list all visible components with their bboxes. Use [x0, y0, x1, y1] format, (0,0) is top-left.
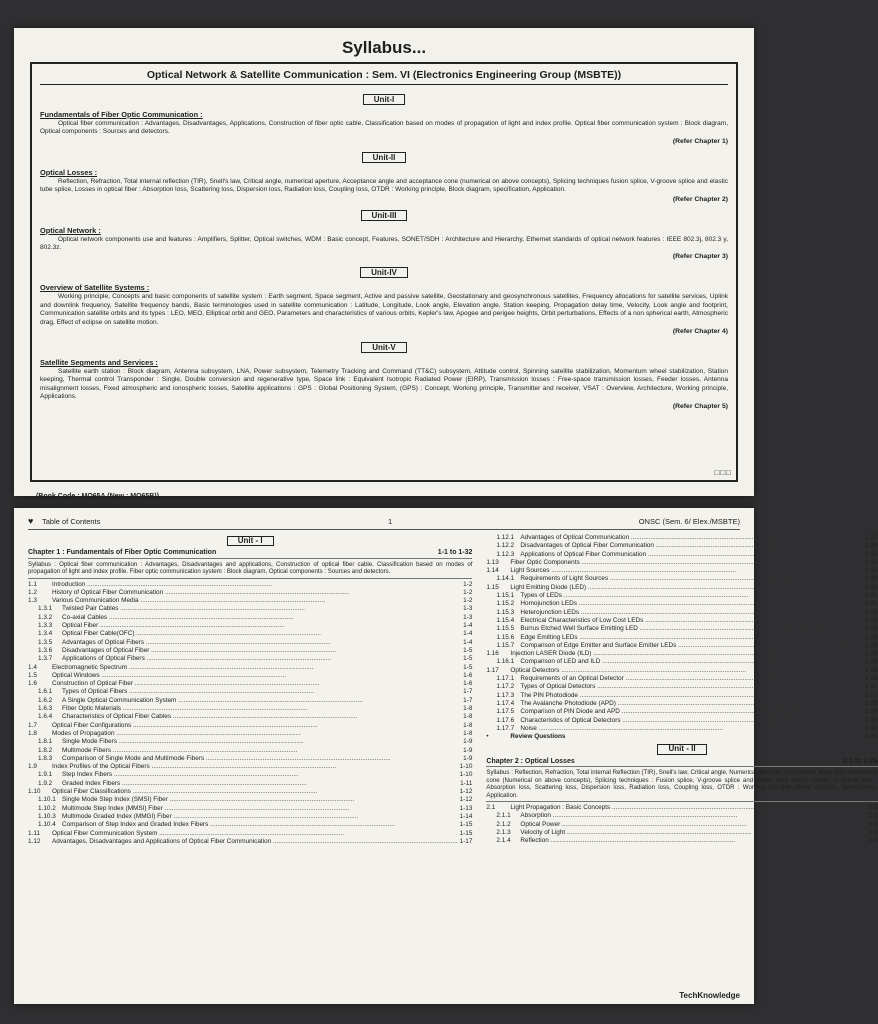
entry-number: 1.9.1	[38, 771, 53, 779]
entry-page: 1-3	[463, 605, 473, 613]
chapter-reference: (Refer Chapter 3)	[672, 253, 728, 261]
toc-entry[interactable]	[486, 717, 877, 725]
entry-page: 1-18	[864, 542, 878, 550]
toc-entry[interactable]	[486, 829, 877, 837]
entry-page: 2-2	[868, 812, 878, 820]
toc-entry[interactable]	[28, 780, 472, 788]
unit-label: Unit-II	[40, 147, 728, 165]
entry-title: Comparison of PIN Diode and APD .....	[520, 708, 862, 716]
entry-page: 1-21	[864, 592, 878, 600]
entry-number: 1.10.2	[38, 804, 56, 812]
entry-number: 1.9	[28, 763, 37, 771]
entry-page: 1-8	[463, 729, 473, 737]
entry-title: Light Sources .....	[510, 567, 862, 575]
toc-entry[interactable]	[28, 705, 472, 713]
entry-page: 1-8	[463, 705, 473, 713]
topic-heading: Optical Losses :	[40, 167, 98, 177]
entry-title: Optical Detectors .....	[510, 667, 862, 675]
topic-body: Reflection, Refraction, Total internal reflection (TIR), Snell's law, Critical angle, numerical aperture, Acceptance angle and acceptance cone (numerical on above concepts), Splicing techniques fusion splice, V-groove splice and elastic tube splice, Losses in optical fiber : Absorption loss, Scattering loss, Dispersion loss, Radiation loss, Coupling loss, OTDR : Working principle, Block diagram, specification, Application.	[40, 177, 728, 194]
entry-number: 1.4	[28, 663, 37, 671]
entry-number: 1.17.3	[496, 691, 515, 699]
entry-title: Advantages of Optical Communication .....	[520, 534, 862, 542]
toc-list	[486, 804, 877, 845]
chapter-syllabus: Syllabus : Optical fiber communication : Advantages, Disadvantages and applications, Construction of optical fiber cable, Classification based on modes of propagation of light and index profile. Fiber optic communication system : Block diagram, Optical components : Sources and detectors.	[28, 560, 472, 579]
toc-entry[interactable]	[28, 672, 472, 680]
entry-number: 1.3.7	[38, 655, 53, 663]
entry-number: 1.10.3	[38, 812, 56, 820]
toc-entry[interactable]	[28, 738, 472, 746]
entry-number: 1.8	[28, 729, 37, 737]
entry-number: 1.16	[486, 650, 499, 658]
entry-title: Comparison of Step Index and Graded Index Fibers .....	[62, 821, 458, 829]
course-title: Optical Network & Satellite Communication : Sem. VI (Electronics Engineering Group (MSBTE))	[40, 69, 728, 85]
entry-page: 1-25	[864, 650, 878, 658]
toc-entry[interactable]	[486, 650, 877, 658]
topic-body: Optical network components use and features : Amplifiers, Splitter, Optical switches, WDM : Basic concept, Features, SONET/SDH : Architecture and Hierarchy, Ethernet standards of optical network features : IEEE 802.3j, 802.3 y, 802.3z.	[40, 235, 728, 252]
entry-title: Optical Fiber .....	[62, 622, 461, 630]
entry-page: 1-17	[864, 534, 878, 541]
entry-number: 1.14.1	[496, 575, 515, 583]
entry-number: 1.15.1	[496, 592, 515, 600]
entry-page: 1-7	[463, 688, 473, 696]
entry-page: 2-3	[868, 837, 878, 845]
toc-column-2	[486, 534, 877, 846]
entry-title: Homojunction LEDs .....	[520, 600, 862, 608]
entry-number: 1.7	[28, 721, 37, 729]
chapter-reference: (Refer Chapter 1)	[672, 137, 728, 145]
toc-entry[interactable]	[28, 730, 472, 738]
entry-number: 1.17.6	[496, 716, 515, 724]
entry-page: 1-17	[459, 837, 473, 845]
entry-number: 1.14	[486, 567, 499, 575]
syllabus-title: Syllabus...	[341, 38, 427, 57]
entry-title: Reflection .....	[520, 837, 866, 845]
unit-label: Unit-III	[40, 205, 728, 223]
entry-title: Heterojunction LEDs .....	[520, 609, 862, 617]
entry-page: 2-3	[868, 828, 878, 836]
toc-entry[interactable]	[486, 708, 877, 716]
chapter-reference: (Refer Chapter 2)	[672, 195, 728, 203]
entry-title: Optical Fiber Communication System .....	[52, 830, 458, 838]
entry-page: 1-19	[864, 558, 878, 566]
entry-title: Construction of Optical Fiber .....	[52, 680, 461, 688]
entry-title: Edge Emitting LEDs .....	[520, 634, 862, 642]
entry-title: Advantages of Optical Fibers .....	[62, 639, 461, 647]
toc-entry[interactable]	[28, 622, 472, 630]
entry-page: 2-2	[868, 820, 878, 828]
chapter-reference: (Refer Chapter 4)	[672, 328, 728, 336]
entry-page: 1-14	[459, 812, 473, 820]
entry-title: A Single Optical Communication System .....	[62, 697, 461, 705]
entry-title: The Avalanche Photodiode (APD) .....	[520, 700, 862, 708]
unit-label: Unit-V	[40, 337, 728, 355]
chapter-heading	[486, 758, 877, 767]
entry-number: 1.6	[28, 680, 37, 688]
entry-title: Advantages, Disadvantages and Applications of Optical Fiber Communication .....	[52, 838, 458, 846]
end-mark: □□□	[714, 468, 732, 477]
toc-entry[interactable]	[486, 609, 877, 617]
toc-entry[interactable]	[486, 551, 877, 559]
entry-title: Twisted Pair Cables .....	[62, 605, 461, 613]
entry-title: Light Propagation : Basic Concepts .....	[510, 804, 866, 812]
entry-title: Multimode Fibers .....	[62, 747, 461, 755]
entry-number: 1.12.1	[496, 534, 515, 541]
chapter-title: Chapter 1 : Fundamentals of Fiber Optic Communication	[28, 549, 217, 557]
toc-entry[interactable]	[28, 688, 472, 696]
entry-number: 1.16.1	[496, 658, 515, 666]
toc-entry[interactable]	[486, 559, 877, 567]
toc-entry[interactable]	[28, 664, 472, 672]
entry-page: 1-26	[864, 666, 878, 674]
entry-number: 1.3.3	[38, 622, 53, 630]
chapter-pages: 1-1 to 1-32	[437, 549, 473, 557]
entry-page: 1-6	[463, 680, 473, 688]
toc-entry[interactable]	[486, 625, 877, 633]
entry-page: 1-24	[864, 633, 878, 641]
toc-entry[interactable]	[28, 605, 472, 613]
entry-page: 1-2	[463, 580, 473, 588]
entry-title: Noise .....	[520, 725, 862, 733]
entry-number: 1.17.7	[496, 724, 515, 732]
entry-title: Light Emitting Diode (LED) .....	[510, 584, 862, 592]
entry-number: 1.17.4	[496, 699, 515, 707]
toc-entry[interactable]	[486, 700, 877, 708]
unit-label: Unit - II	[486, 744, 877, 754]
entry-number: 1.10.1	[38, 796, 56, 804]
toc-entry[interactable]	[28, 821, 472, 829]
entry-page: 1-9	[463, 746, 473, 754]
entry-title: Types of Optical Fibers .....	[62, 688, 461, 696]
entry-title: Comparison of LED and ILD .....	[520, 658, 862, 666]
topic-heading: Satellite Segments and Services :	[40, 358, 158, 368]
entry-page: 1-2	[463, 588, 473, 596]
entry-number: 2.1.4	[496, 837, 511, 845]
chapter-pages: 2-1 to 2-26	[842, 757, 878, 765]
entry-page: 1-12	[459, 788, 473, 796]
syllabus-units	[40, 89, 728, 410]
topic-heading: Overview of Satellite Systems :	[40, 283, 150, 293]
chapter-syllabus: Syllabus : Reflection, Refraction, Total internal Reflection (TIR), Snell's law, Critical angle, Numerical aperture, Acceptance angle and acceptance cone (Numerical on above concepts), Splicing techniques : Fusion splice, V-groove splice and elastic tube splice, Losses in optical fiber : Absorption loss, Scattering loss, Dispersion loss, Radiation loss, Coupling loss, OTDR : Working principle, Block diagram, Specification, Application.	[486, 768, 877, 802]
entry-number: 1.3	[28, 597, 37, 605]
entry-page: 1-23	[864, 616, 878, 624]
running-head: ONSC (Sem. 6/ Elex./MSBTE)	[638, 517, 740, 526]
toc-entry[interactable]	[486, 683, 877, 691]
topic-body: Optical fiber communication : Advantages, Disadvantages, Applications, Construction of fiber optic cable, Classification based on modes of propagation of light and index profile. Optical fiber communication system : Block diagram, Optical components : Sources and detectors.	[40, 120, 728, 136]
toc-entry[interactable]	[28, 680, 472, 688]
entry-title: Fiber Optic Components .....	[510, 559, 862, 567]
entry-page: 1-10	[459, 771, 473, 779]
toc-entry[interactable]	[486, 575, 877, 583]
entry-title: Introduction .....	[52, 581, 461, 589]
entry-number: 1.8.1	[38, 738, 53, 746]
entry-page: 1-11	[460, 779, 473, 787]
book-code: (Book Code : MO65A (New : MO65B))	[36, 493, 160, 500]
toc-entry[interactable]	[28, 747, 472, 755]
toc-entry[interactable]	[486, 725, 877, 733]
entry-number: 1.6.4	[38, 713, 53, 721]
toc-entry[interactable]	[28, 697, 472, 705]
entry-title: Comparison of Single Mode and Multimode Fibers .....	[62, 755, 461, 763]
entry-page: 1-5	[463, 646, 473, 654]
entry-title: Graded Index Fibers .....	[62, 780, 458, 788]
entry-number: 1.17.5	[496, 708, 515, 716]
entry-number: 1.3.4	[38, 630, 53, 638]
toc-entry[interactable]	[28, 755, 472, 763]
entry-title: Burrus Etched Well Surface Emitting LED .....	[520, 625, 862, 633]
entry-title: Applications of Optical Fiber Communication .....	[520, 551, 862, 559]
chapter-title: Chapter 2 : Optical Losses	[486, 757, 575, 765]
toc-entry[interactable]	[28, 713, 472, 721]
toc-columns	[28, 534, 878, 846]
entry-title: Comparison of Edge Emitter and Surface Emitter LEDs .....	[520, 642, 862, 650]
toc-entry[interactable]	[486, 658, 877, 666]
toc-entry[interactable]	[486, 592, 877, 600]
toc-entry[interactable]	[28, 639, 472, 647]
toc-entry[interactable]	[486, 667, 877, 675]
entry-number: 1.11	[28, 829, 40, 837]
toc-entry[interactable]	[486, 617, 877, 625]
entry-number: 1.17.2	[496, 683, 515, 691]
toc-entry[interactable]	[486, 584, 877, 592]
entry-number: 1.13	[486, 558, 499, 566]
entry-page: 1-27	[864, 691, 878, 699]
toc-entry[interactable]	[28, 597, 472, 605]
publisher-mark-icon: ♥	[28, 516, 34, 526]
toc-entry[interactable]	[28, 630, 472, 638]
entry-page: 1-4	[463, 630, 473, 638]
syllabus-page	[14, 28, 754, 500]
entry-number: 1.3.5	[38, 638, 53, 646]
entry-title: Characteristics of Optical Detectors .....	[520, 717, 862, 725]
entry-number: 1.15.4	[496, 616, 515, 624]
entry-page: 1-20	[864, 583, 878, 591]
entry-page: 1-12	[459, 796, 473, 804]
entry-title: Absorption .....	[520, 812, 866, 820]
entry-page: 1-5	[463, 663, 473, 671]
entry-title: Optical Windows .....	[52, 672, 461, 680]
entry-number: 1.3.6	[38, 646, 53, 654]
entry-title: Requirements of Light Sources .....	[520, 575, 862, 583]
entry-page: 1-27	[864, 683, 878, 691]
entry-title: Types of Optical Detectors .....	[520, 683, 862, 691]
toc-entry[interactable]	[486, 542, 877, 550]
entry-page: 1-26	[864, 658, 878, 666]
toc-entry[interactable]	[486, 837, 877, 845]
entry-title: Optical Fiber Cable(OFC) .....	[62, 630, 461, 638]
entry-title: Modes of Propagation .....	[52, 730, 461, 738]
entry-number: 1.3.2	[38, 613, 53, 621]
entry-title: Optical Fiber Classifications .....	[52, 788, 458, 796]
entry-number: 1.2	[28, 588, 37, 596]
entry-number: 2.1.1	[496, 812, 511, 820]
toc-entry[interactable]	[28, 838, 472, 846]
entry-number: 1.1	[28, 580, 37, 588]
topic-heading: Optical Network :	[40, 225, 101, 235]
unit-label: Unit - I	[28, 536, 472, 546]
entry-title: Requirements of an Optical Detector .....	[520, 675, 862, 683]
toc-entry[interactable]	[486, 812, 877, 820]
entry-page: 1-4	[463, 638, 473, 646]
entry-page: 1-19	[864, 550, 878, 558]
entry-title: Fiber Optic Materials .....	[62, 705, 461, 713]
entry-number: 2.1.2	[496, 820, 511, 828]
entry-page: 1-9	[463, 738, 473, 746]
entry-page: 1-19	[864, 575, 878, 583]
publisher-logo: TechKnowledge	[679, 991, 740, 1000]
entry-number: 1.6.2	[38, 696, 53, 704]
entry-number: 1.6.3	[38, 705, 53, 713]
entry-number: 1.15.7	[496, 641, 515, 649]
topic-heading: Fundamentals of Fiber Optic Communication :	[40, 110, 203, 119]
toc-entry[interactable]	[486, 675, 877, 683]
entry-title: Applications of Optical Fibers .....	[62, 655, 461, 663]
toc-entry[interactable]	[486, 600, 877, 608]
entry-title: Single Mode Fibers .....	[62, 738, 461, 746]
entry-number: 1.5	[28, 671, 37, 679]
toc-header-title: Table of Contents	[42, 517, 101, 526]
entry-page: 1-31	[864, 733, 878, 741]
toc-entry[interactable]	[28, 788, 472, 796]
toc-entry[interactable]	[28, 589, 472, 597]
entry-title: History of Optical Fiber Communication .....	[52, 589, 461, 597]
toc-list	[28, 581, 472, 847]
toc-entry[interactable]	[486, 804, 877, 812]
chapter-heading	[28, 549, 472, 558]
entry-page: 1-30	[864, 724, 878, 732]
toc-entry[interactable]	[486, 692, 877, 700]
entry-title: Single Mode Step Index (SMSI) Fiber .....	[62, 796, 458, 804]
toc-entry[interactable]	[486, 567, 877, 575]
entry-page: 1-10	[459, 763, 473, 771]
entry-title: Optical Power .....	[520, 821, 866, 829]
chapter-reference: (Refer Chapter 5)	[672, 402, 728, 410]
entry-number: 1.15.3	[496, 608, 515, 616]
entry-title: Disadvantages of Optical Fiber .....	[62, 647, 461, 655]
entry-number: •	[486, 733, 489, 741]
entry-title: Multimode Graded Index (MMGI) Fiber .....	[62, 813, 458, 821]
entry-page: 1-13	[459, 804, 473, 812]
toc-entry[interactable]	[28, 763, 472, 771]
entry-number: 1.15.6	[496, 633, 515, 641]
entry-page: 1-24	[864, 641, 878, 649]
entry-number: 1.3.1	[38, 605, 53, 613]
toc-entry[interactable]	[28, 813, 472, 821]
entry-number: 1.8.2	[38, 746, 53, 754]
toc-entry[interactable]	[486, 642, 877, 650]
entry-number: 1.15.2	[496, 600, 515, 608]
entry-page: 1-7	[463, 696, 473, 704]
entry-number: 1.15	[486, 583, 499, 591]
entry-title: Review Questions	[510, 733, 566, 741]
entry-title: Electromagnetic Spectrum .....	[52, 664, 461, 672]
syllabus-box	[30, 62, 738, 500]
entry-page: 1-5	[463, 655, 473, 663]
entry-number: 2.1.3	[496, 828, 511, 836]
entry-title: Index Profiles of the Optical Fibers .....	[52, 763, 458, 771]
entry-number: 1.9.2	[38, 779, 53, 787]
toc-entry[interactable]	[28, 655, 472, 663]
entry-page: 1-23	[864, 625, 878, 633]
entry-title: Characteristics of Optical Fiber Cables .....	[62, 713, 461, 721]
toc-entry[interactable]	[28, 722, 472, 730]
entry-page: 1-15	[459, 821, 473, 829]
entry-title: Step Index Fibers .....	[62, 771, 458, 779]
entry-page: 1-30	[864, 716, 878, 724]
entry-number: 1.15.5	[496, 625, 515, 633]
entry-title: Electrical Characteristics of Low Cost LEDs .....	[520, 617, 862, 625]
entry-page: 1-19	[864, 567, 878, 575]
toc-entry[interactable]	[486, 821, 877, 829]
toc-entry[interactable]	[28, 771, 472, 779]
entry-number: 1.17.1	[496, 675, 515, 683]
entry-number: 1.17	[486, 666, 499, 674]
entry-number: 1.12	[28, 837, 41, 845]
unit-label: Unit-IV	[40, 262, 728, 280]
toc-entry[interactable]	[28, 830, 472, 838]
topic-body: Working principle, Concepts and basic components of satellite system : Earth segment, Space segment, Active and passive satellite, Geostationary and geosynchronous satellites, Frequency allocations for satellite services, Uplink and downlink frequency, Satellite frequency bands, Basic terminologies used in satellite communication : Latitude, Longitude, Look angle, Elevation angle, Station keeping, Propagation delay time, Velocity, Look angle and footprint, Communication satellite orbits and its types : LEO, MEO, Elliptical orbit and GEO, Parameters and characteristics of various orbits, Kepler's law, Apogee and perigee heights, Orbit perturbations, Effects of a non spherical earth, Atmospheric drag, Effect of eclipse on satellite motion.	[40, 293, 728, 326]
entry-page: 1-6	[463, 671, 473, 679]
toc-entry[interactable]	[486, 634, 877, 642]
toc-entry[interactable]	[486, 733, 877, 741]
page-number: 1	[388, 517, 393, 526]
toc-entry[interactable]	[28, 805, 472, 813]
entry-title: Various Communication Media .....	[52, 597, 461, 605]
entry-title: Co-axial Cables .....	[62, 614, 461, 622]
entry-page: 1-26	[864, 675, 878, 683]
entry-page: 1-8	[463, 721, 473, 729]
entry-title: Disadvantages of Optical Fiber Communication .....	[520, 542, 862, 550]
entry-number: 1.8.3	[38, 754, 53, 762]
entry-page: 1-9	[463, 754, 473, 762]
topic-body: Satellite earth station : Block diagram, Antenna subsystem, LNA, Power subsystem, Telemetry Tracking and Command (TT&C) subsystem, Attitude control, Spinning satellite stabilization, Momentum wheel stabilization, Station keeping, Thermal control Transponder : Single, Double conversion and regenerative type, Space link : Equivalent Isotropic Radiated Power (EIRP), Transmission losses : Free-space transmission losses, Feeder losses, Antenna misalignment losses, Fixed atmospheric and ionospheric losses, Satellite applications : GPS : Global Positioning System, (GPS) : Concept, Working principle, Transmitter and receiver, VSAT : Overview, Architecture, Working principle, Applications.	[40, 368, 728, 401]
entry-page: 1-29	[864, 708, 878, 716]
entry-title: Multimode Step Index (MMSI) Fiber .....	[62, 805, 458, 813]
entry-page: 1-21	[864, 600, 878, 608]
entry-number: 1.10.4	[38, 821, 56, 829]
entry-title: Optical Fiber Configurations .....	[52, 722, 461, 730]
toc-entry[interactable]	[486, 534, 877, 542]
toc-entry[interactable]	[28, 796, 472, 804]
entry-number: 1.12.2	[496, 542, 515, 550]
toc-entry[interactable]	[28, 581, 472, 589]
entry-number: 2.1	[486, 804, 496, 812]
unit-label: Unit-I	[40, 89, 728, 107]
entry-title: Velocity of Light .....	[520, 829, 866, 837]
toc-entry[interactable]	[28, 614, 472, 622]
entry-page: 1-3	[463, 613, 473, 621]
entry-page: 1-22	[864, 608, 878, 616]
entry-page: 1-4	[463, 622, 473, 630]
entry-number: 1.6.1	[38, 688, 53, 696]
entry-number: 1.10	[28, 788, 41, 796]
entry-page: 1-8	[463, 713, 473, 721]
entry-page: 1-2	[463, 597, 473, 605]
entry-title: The PIN Photodiode .....	[520, 692, 862, 700]
entry-page: 1-15	[459, 829, 473, 837]
entry-title: Types of LEDs .....	[520, 592, 862, 600]
entry-title: Injection LASER Diode (ILD) .....	[510, 650, 862, 658]
entry-page: 2-2	[868, 804, 878, 812]
entry-page: 1-28	[864, 699, 878, 707]
entry-number: 1.12.3	[496, 550, 515, 558]
toc-page	[14, 508, 878, 1004]
toc-entry[interactable]	[28, 647, 472, 655]
toc-column-1	[28, 534, 472, 846]
toc-list	[486, 534, 877, 741]
toc-header	[28, 516, 740, 530]
